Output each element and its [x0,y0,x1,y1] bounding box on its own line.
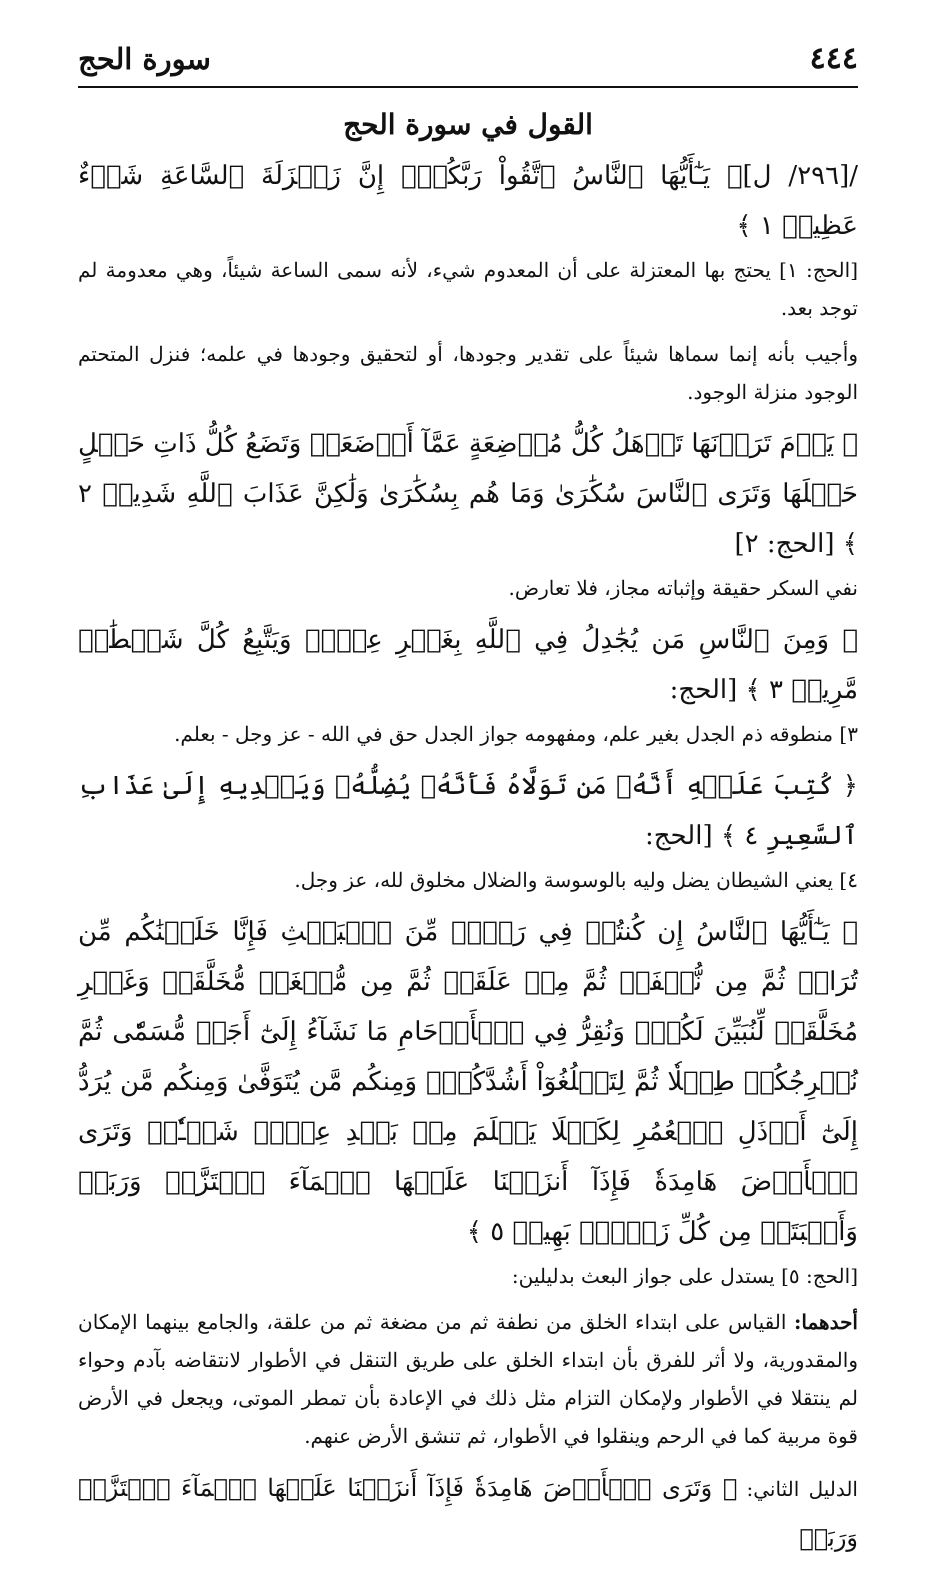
running-title: سورة الحج [78,42,211,76]
commentary-2: نفي السكر حقيقة وإثباته مجاز، فلا تعارض. [508,576,858,600]
first-argument [78,1303,858,1455]
verse-4: ﴿ كُتِبَ عَلَيۡهِ أَنَّهُۥ مَن تَوَلَّاهُ فَأَنَّهُۥ يُضِلُّهُۥ وَيَهۡدِيهِ إِلَىٰ عَذَابِ ٱلسَّعِيرِ ٤ ﴾ [الحج: [78,771,858,851]
second-argument [78,1463,858,1563]
verse-1: /[٢٩٦/ ل]﴿ يَـٰٓأَيُّهَا ٱلنَّاسُ ٱتَّقُواْ رَبَّكُمۡۚ إِنَّ زَلۡزَلَةَ ٱلسَّاعَةِ شَيۡءٌ عَظِيمٞ ١ ﴾ [78,161,858,241]
page-number: ٤٤٤ [809,41,858,76]
page-header [78,30,858,88]
second-argument-lead: الدليل الثاني: [737,1477,858,1501]
section-title: القول في سورة الحج [343,108,593,141]
verse-5: ﴿ يَـٰٓأَيُّهَا ٱلنَّاسُ إِن كُنتُمۡ فِي رَيۡبٖ مِّنَ ٱلۡبَعۡثِ فَإِنَّا خَلَقۡنَٰكُم مِّن تُرَابٖ ثُمَّ مِن نُّطۡفَةٖ ثُمَّ مِنۡ عَلَقَةٖ ثُمَّ مِن مُّضۡغَةٖ مُّخَلَّقَةٖ وَغَيۡرِ مُخَلَّقَةٖ لِّنُبَيِّنَ لَكُمۡۚ وَنُقِرُّ فِي ٱلۡأَرۡحَامِ مَا نَشَآءُ إِلَىٰٓ أَجَلٖ مُّسَمّٗى ثُمَّ نُخۡرِجُكُمۡ طِفۡلٗا ثُمَّ لِتَبۡلُغُوٓاْ أَشُدَّكُمۡۖ وَمِنكُم مَّن يُتَوَفَّىٰ وَمِنكُم مَّن يُرَدُّ إِلَىٰٓ أَرۡذَلِ ٱلۡعُمُرِ لِكَيۡلَا يَعۡلَمَ مِنۢ بَعۡدِ عِلۡمٖ شَيۡـٔٗاۚ وَتَرَى ٱلۡأَرۡضَ هَامِدَةٗ فَإِذَآ أَنزَلۡنَا عَلَيۡهَا ٱلۡمَآءَ ٱهۡتَزَّتۡ وَرَبَتۡ وَأَنۢبَتَتۡ مِن كُلِّ زَوۡجِۭ بَهِيجٖ ٥ ﴾ [78,917,858,1247]
second-argument-verse: ﴿ وَتَرَى ٱلۡأَرۡضَ هَامِدَةٗ فَإِذَآ أَنزَلۡنَا عَلَيۡهَا ٱلۡمَآءَ ٱهۡتَزَّتۡ وَرَبَتۡ [78,1474,858,1552]
first-argument-lead: أحدهما: [793,1310,858,1334]
page-body [78,108,858,1571]
verse-2: ﴿ يَوۡمَ تَرَوۡنَهَا تَذۡهَلُ كُلُّ مُرۡضِعَةٍ عَمَّآ أَرۡضَعَتۡ وَتَضَعُ كُلُّ ذَاتِ حَمۡلٍ حَمۡلَهَا وَتَرَى ٱلنَّاسَ سُكَٰرَىٰ وَمَا هُم بِسُكَٰرَىٰ وَلَٰكِنَّ عَذَابَ ٱللَّهِ شَدِيدٞ ٢ ﴾ [الحج: ٢] [78,429,858,559]
first-argument-text: القياس على ابتداء الخلق من نطفة ثم من مضغة ثم من علقة، والجامع بينهما الإمكان والمقدورية، ولا أثر للفرق بأن ابتداء الخلق على طريق التنقل في الأطوار لانتقاضه بآدم وحواء لم ينتقلا في الأطوار ولإمكان التزام مثل ذلك في الإعادة بأن تمطر الموتى، ويجعل في الأرض قوة مربية كما في الرحم وينقلوا في الأطوار، ثم تنشق الأرض عنهم. [78,1310,858,1448]
verse-3: ﴿ وَمِنَ ٱلنَّاسِ مَن يُجَٰدِلُ فِي ٱللَّهِ بِغَيۡرِ عِلۡمٖ وَيَتَّبِعُ كُلَّ شَيۡطَٰنٖ مَّرِيدٖ ٣ ﴾ [الحج: [78,625,858,705]
commentary-4: ٤] يعني الشيطان يضل وليه بالوسوسة والضلال مخلوق لله، عز وجل. [294,868,858,892]
commentary-1-reply: وأجيب بأنه إنما سماها شيئاً على تقدير وجودها، أو لتحقيق وجودها في علمه؛ فنزل المتحتم الوجود منزلة الوجود. [78,342,858,404]
commentary-1: [الحج: ١] يحتج بها المعتزلة على أن المعدوم شيء، لأنه سمى الساعة شيئاً، وهي معدومة لم توجد بعد. [78,258,858,320]
commentary-3: ٣] منطوقه ذم الجدل بغير علم، ومفهومه جواز الجدل حق في الله - عز وجل - بعلم. [174,722,858,746]
commentary-5: [الحج: ٥] يستدل على جواز البعث بدليلين: [511,1264,858,1288]
